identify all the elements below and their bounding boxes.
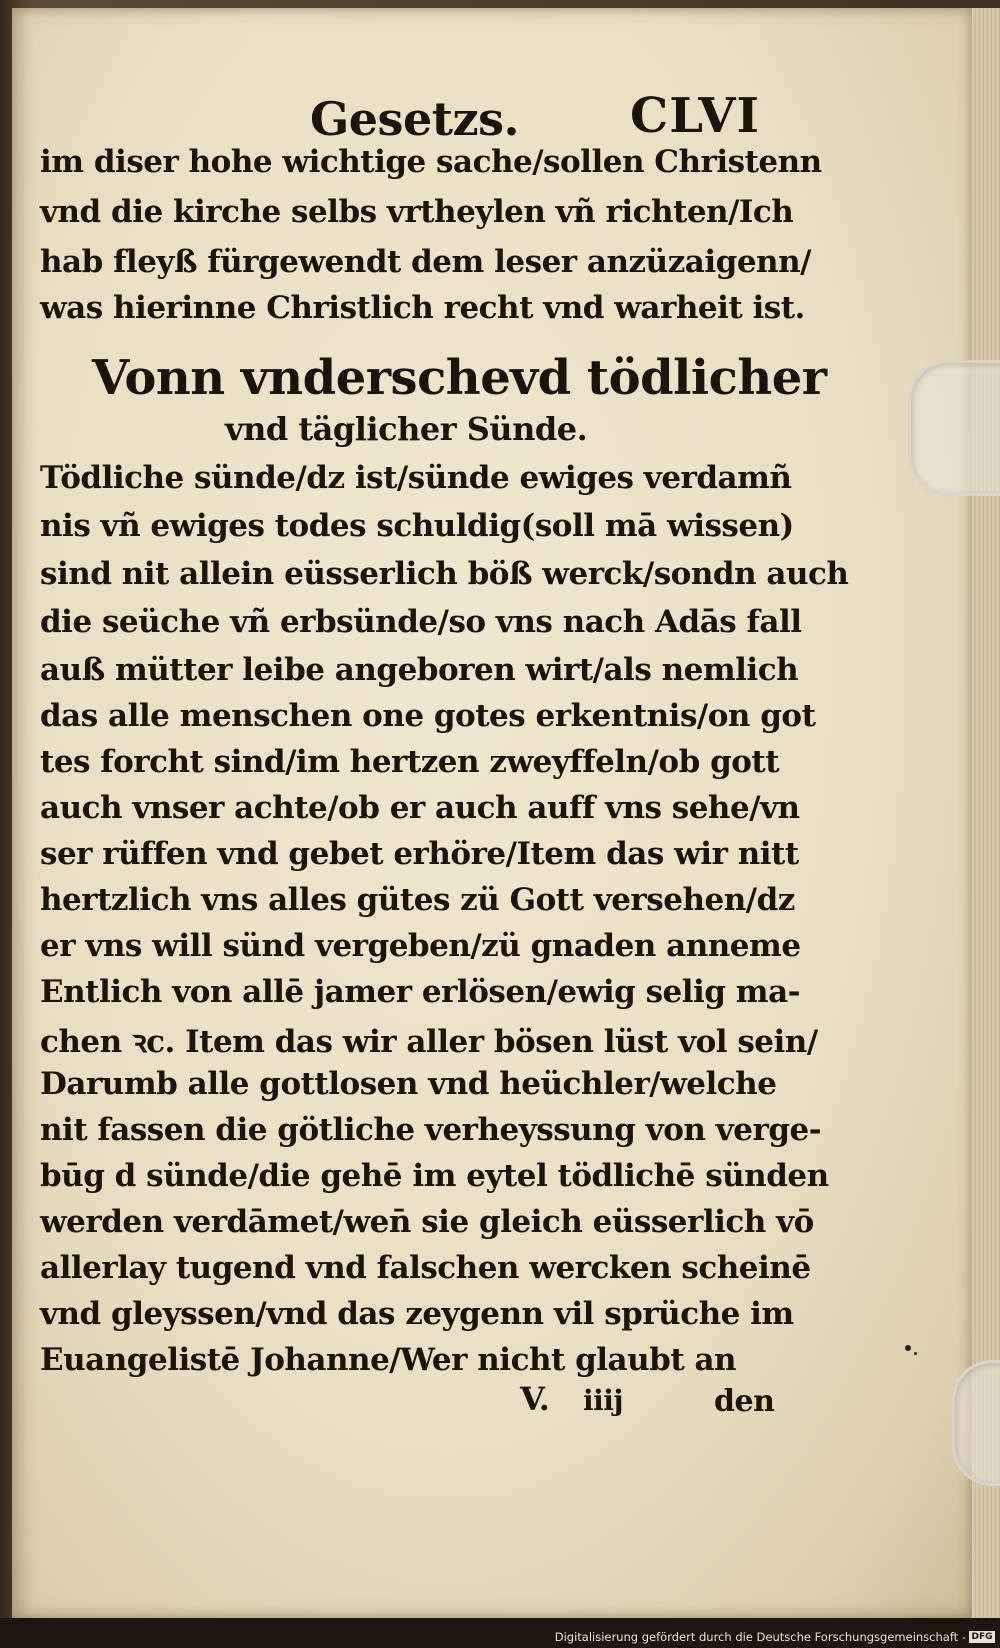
ink-speck	[905, 1345, 911, 1351]
text-line: vnd gleyssen/vnd das zeygenn vil sprüche im	[40, 1296, 794, 1332]
text-line: nit fassen die götliche verheyssung von verge-	[40, 1112, 822, 1148]
text-line: Entlich von allē jamer erlösen/ewig selig ma-	[40, 974, 801, 1010]
text-line: chen ꝛc. Item das wir aller bösen lüst vol sein/	[40, 1024, 818, 1060]
running-head: Gesetzs.	[310, 92, 519, 146]
text-line: sind nit allein eüsserlich böß werck/sondn auch	[40, 556, 849, 592]
text-line: auch vnser achte/ob er auch auff vns sehe/vn	[40, 790, 800, 826]
section-subheading: vnd täglicher Sünde.	[225, 410, 588, 448]
text-line: allerlay tugend vnd falschen wercken scheinē	[40, 1250, 811, 1286]
text-line: tes forcht sind/im hertzen zweyffeln/ob gott	[40, 744, 780, 780]
text-line: Euangelistē Johanne/Wer nicht glaubt an	[40, 1342, 737, 1378]
signature-mark: V.	[520, 1380, 550, 1418]
text-line: būg d sünde/die gehē im eytel tödlichē sünden	[40, 1158, 829, 1194]
ink-speck	[914, 1352, 917, 1355]
text-line: nis vñ ewiges todes schuldig(soll mā wissen)	[40, 508, 794, 544]
folio-number: CLVI	[630, 88, 760, 144]
catchword: den	[714, 1384, 775, 1419]
text-line: auß mütter leibe angeboren wirt/als nemlich	[40, 652, 799, 688]
section-heading: Vonn vnderschevd tödlicher	[92, 350, 827, 406]
text-line: ser rüffen vnd gebet erhöre/Item das wir nitt	[40, 836, 799, 872]
text-line: was hierinne Christlich recht vnd warheit ist.	[40, 290, 805, 326]
text-line: vnd die kirche selbs vrtheylen vñ richten/Ich	[40, 194, 794, 230]
text-line: Tödliche sünde/dz ist/sünde ewiges verdamñ	[40, 460, 792, 496]
text-line: hab fleyß fürgewendt dem leser anzüzaigenn/	[40, 244, 811, 280]
page-clip-bottom	[952, 1360, 1000, 1486]
page-clip-top	[908, 360, 1000, 496]
text-line: das alle menschen one gotes erkentnis/on got	[40, 698, 816, 734]
text-line: hertzlich vns alles gütes zü Gott versehen/dz	[40, 882, 795, 918]
dfg-logo: DFG	[969, 1631, 995, 1643]
text-line: die seüche vñ erbsünde/so vns nach Adās fall	[40, 604, 802, 640]
text-line: werden verdāmet/wen̄ sie gleich eüsserlich vō	[40, 1204, 814, 1240]
digitization-credit: Digitalisierung gefördert durch die Deutsche Forschungsgemeinschaft -	[554, 1630, 966, 1644]
text-line: im diser hohe wichtige sache/sollen Christenn	[40, 144, 822, 180]
text-line: Darumb alle gottlosen vnd heüchler/welche	[40, 1066, 777, 1102]
signature-number: iiij	[583, 1384, 624, 1417]
text-line: er vns will sünd vergeben/zü gnaden anneme	[40, 928, 801, 964]
